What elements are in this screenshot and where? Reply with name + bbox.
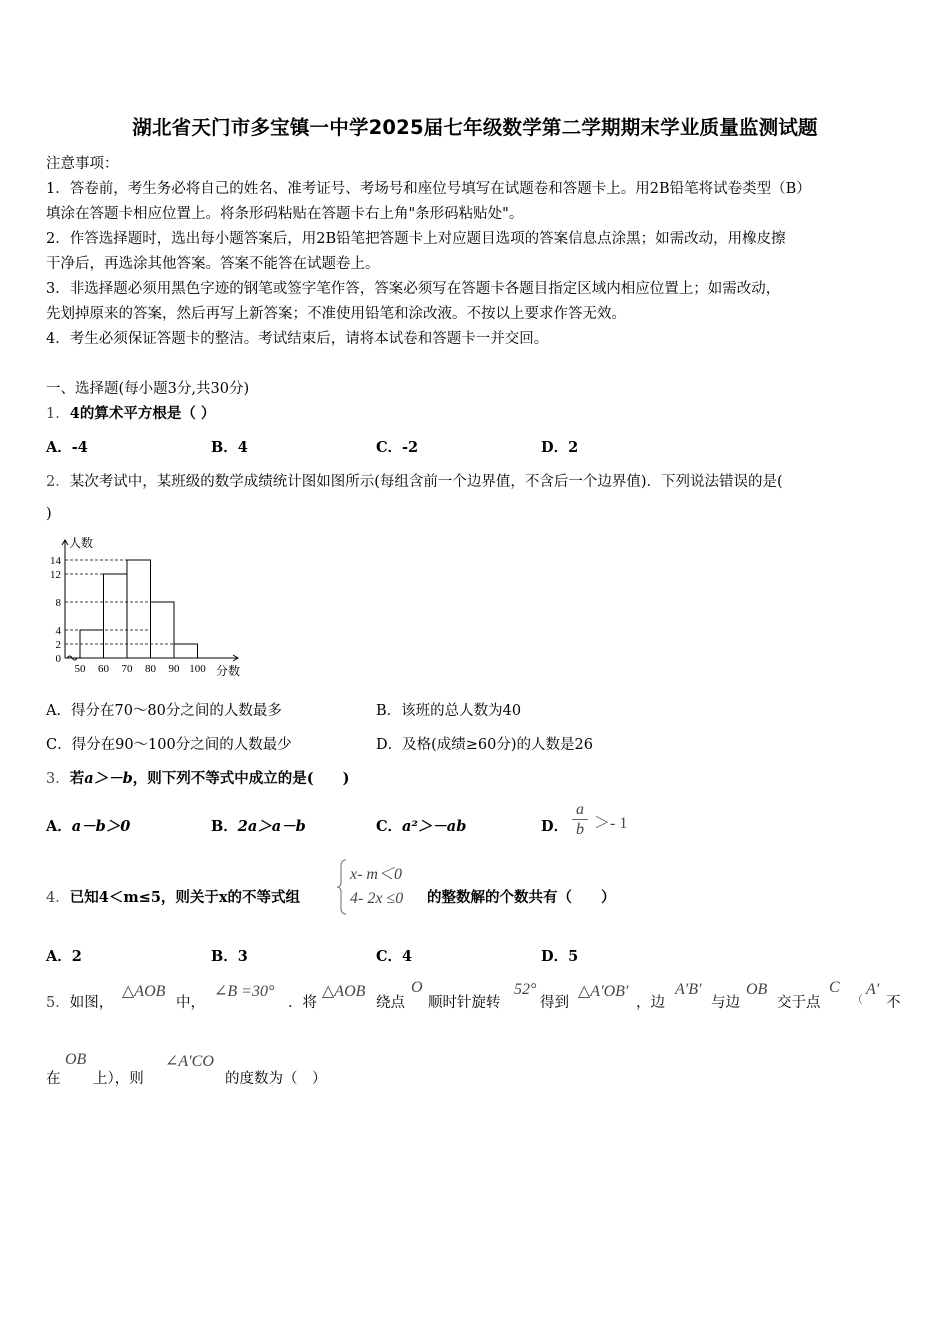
question-5-number [46,991,113,1012]
histogram-bar [104,574,128,658]
notice-line: 填涂在答题卡相应位置上。将条形码粘贴在答题卡右上角"条形码粘贴处"。 [46,206,524,222]
question-text: 顺时针旋转 [428,995,501,1011]
x-tick-label: 60 [98,663,109,675]
q4-option-c[interactable]: C．4 [376,948,413,965]
x-tick-label: 80 [145,663,156,675]
question-2 [46,470,783,491]
question-text: ．将 [288,995,317,1011]
y-tick-label: 14 [50,555,61,567]
q1-option-a[interactable]: A．-4 [46,439,88,456]
question-number: 2． [46,474,70,490]
histogram-bar [174,644,198,658]
fraction-comparison: ＞- 1 [594,815,628,832]
x-tick-label: 70 [121,663,133,675]
question-3 [46,767,350,788]
q2-option-b[interactable]: B．该班的总人数为40 [376,703,522,719]
histogram-chart [40,530,270,680]
question-number: 5． [46,995,70,1011]
q1-option-b[interactable]: B．4 [211,439,248,456]
question-1 [46,402,215,423]
notice-heading: 注意事项： [46,156,119,172]
question-number: 3． [46,771,70,787]
left-brace-icon [336,858,348,916]
math-triangle-aob: △AOB [322,983,366,1000]
fraction-numerator: a [576,801,584,818]
q4-option-d[interactable]: D．5 [541,948,579,965]
x-axis-label: 分数 [216,664,241,678]
option-expression: 2a＞a－b [237,818,306,835]
math-point-o: O [411,979,423,996]
histogram-bar [127,560,151,658]
notice-line: 2．作答选择题时，选出每小题答案后，用2B铅笔把答题卡上对应题目选项的答案信息点涂黑；如需改动，用橡皮擦 [46,231,786,247]
y-tick-label: 4 [55,625,61,637]
question-stem-end: ) [46,506,52,522]
question-text: 上），则 [93,1071,144,1087]
question-text: 的度数为（ ） [225,1071,327,1087]
q1-option-c[interactable]: C．-2 [376,439,419,456]
question-stem-post: ，则下列不等式中成立的是( ) [132,770,350,787]
fraction-denominator: b [576,821,584,838]
notice-line: 干净后，再选涂其他答案。答案不能答在试题卷上。 [46,256,380,272]
y-axis-label: 人数 [69,536,94,550]
section-heading: 一、选择题(每小题3分,共30分) [46,381,250,397]
y-tick-label: 8 [55,597,61,609]
x-tick-label: 90 [168,663,180,675]
question-text: 不 [886,995,901,1011]
histogram-bar [151,602,175,658]
math-triangle-aob: △AOB [122,983,166,1000]
question-stem-post: 的整数解的个数共有（ ） [427,889,616,906]
y-tick-label: 2 [55,639,61,651]
math-segment-ob: OB [746,981,768,998]
question-stem: 某次考试中，某班级的数学成绩统计图如图所示(每组含前一个边界值，不含后一个边界值)．下列说法错误的是( [69,474,783,490]
option-letter: C． [376,818,403,835]
inequality-line-2: 4- 2x ≤0 [350,890,404,907]
notice-line: 4．考生必须保证答题卡的整洁。考试结束后，请将本试卷和答题卡一并交回。 [46,331,549,347]
option-letter: A． [46,818,72,835]
q2-option-c[interactable]: C．得分在90～100分之间的人数最少 [46,737,292,753]
option-expression: a²＞－ab [402,818,467,835]
q3-option-b[interactable] [211,815,306,836]
question-stem-pre: 若 [69,770,85,787]
y-tick-label: 0 [55,653,61,665]
math-angle-52: 52° [514,981,537,998]
notice-line: 3．非选择题必须用黑色字迹的钢笔或签字笔作答，答案必须写在答题卡各题目指定区域内相应位置上；如需改动， [46,281,781,297]
question-text: ，边 [636,995,665,1011]
option-letter: B． [211,818,238,835]
question-text: 绕点 [376,995,405,1011]
math-point-a-prime: A′ [866,981,880,998]
math-angle-b: ∠B =30° [214,983,275,1000]
math-segment-ob: OB [65,1051,87,1068]
x-tick-label: 100 [189,663,206,675]
question-stem-pre: 已知4＜m≤5，则关于x的不等式组 [69,889,301,906]
q4-option-a[interactable]: A．2 [46,948,82,965]
question-4 [46,886,300,907]
math-angle-aco: ∠A′CO [165,1053,214,1070]
fraction-a-over-b [572,801,588,838]
question-text: 如图， [69,995,114,1011]
fraction-bar [572,819,588,820]
q1-option-d[interactable]: D．2 [541,439,579,456]
x-tick-label: 50 [74,663,86,675]
question-condition: a＞－b [84,770,133,787]
math-segment-ab-prime: A′B′ [675,981,702,998]
question-stem: 4的算术平方根是（ ） [69,405,216,422]
math-point-c: C [829,979,840,996]
page-title: 湖北省天门市多宝镇一中学2025届七年级数学第二学期期末学业质量监测试题 [132,116,818,139]
question-text: 中， [176,995,205,1011]
q4-option-b[interactable]: B．3 [211,948,248,965]
question-text: 交于点 [777,995,821,1011]
question-number: 4． [46,890,70,906]
question-text: 与边 [711,995,740,1011]
y-tick-label: 12 [50,569,61,581]
option-letter: D． [541,818,569,835]
q3-option-a[interactable] [46,815,130,836]
question-number: 1． [46,406,70,422]
question-text: 在 [46,1071,61,1087]
notice-line: 1．答卷前，考生务必将自己的姓名、准考证号、考场号和座位号填写在试题卷和答题卡上。用2B铅笔将试卷类型（B） [46,181,811,197]
option-expression: a－b＞0 [71,818,131,835]
question-text: （ [852,993,863,1006]
math-triangle-aob-prime: △A′OB′ [578,983,629,1000]
q3-option-c[interactable] [376,815,466,836]
question-text: 得到 [540,995,569,1011]
q2-option-d[interactable]: D．及格(成绩≥60分)的人数是26 [376,737,593,753]
q3-option-d[interactable] [541,815,568,836]
q2-option-a[interactable]: A．得分在70～80分之间的人数最多 [46,703,282,719]
notice-line: 先划掉原来的答案，然后再写上新答案；不准使用铅笔和涂改液。不按以上要求作答无效。 [46,306,626,322]
inequality-line-1: x- m＜0 [350,866,402,883]
